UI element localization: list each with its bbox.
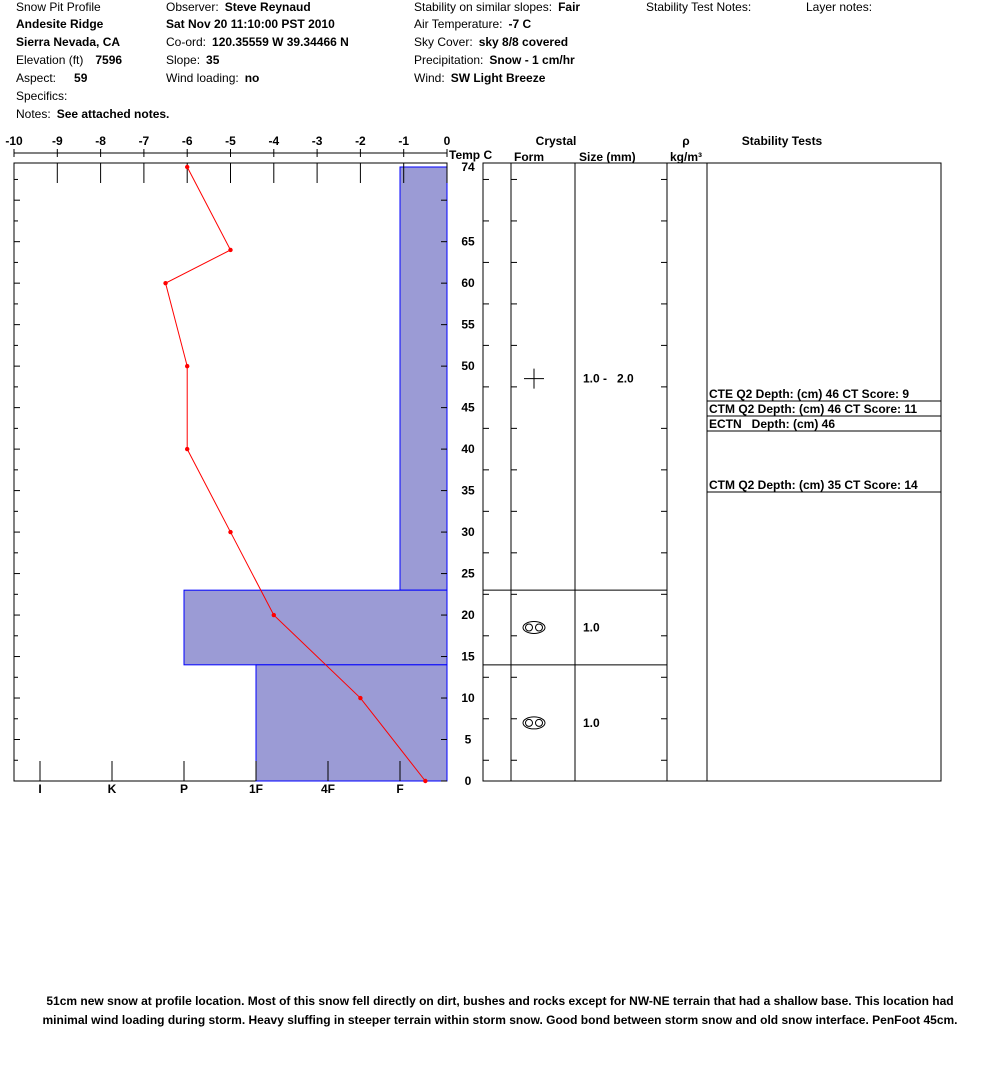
temperature-point — [358, 696, 362, 700]
datetime: Sat Nov 20 11:10:00 PST 2010 — [166, 17, 335, 31]
elevation-value: 7596 — [95, 53, 123, 67]
rounded-grain-icon — [523, 717, 545, 729]
footer-line-1: 51cm new snow at profile location. Most of this snow fell directly on dirt, bushes and rocks except for NW-NE terrain that had a shallow base. This location had — [46, 994, 954, 1008]
depth-tick-label: 65 — [461, 234, 475, 249]
elevation-label: Elevation (ft) — [16, 53, 84, 67]
footer-line-2: minimal wind loading during storm. Heavy sluffing in steeper terrain within storm snow. Good bond between storm snow and old snow interface. PenFoot 45cm. — [42, 1013, 958, 1027]
temp-tick-label: -5 — [225, 134, 236, 148]
depth-tick-label: 30 — [461, 525, 475, 540]
temp-tick-label: -3 — [311, 134, 323, 148]
region: Sierra Nevada, CA — [16, 35, 121, 49]
precip-value: Snow - 1 cm/hr — [489, 53, 575, 67]
temperature-point — [163, 281, 167, 285]
depth-tick-label: 10 — [461, 691, 475, 706]
rounded-grain-icon — [526, 719, 533, 726]
stability-tests-header: Stability Tests — [741, 134, 823, 148]
temp-tick-label: -2 — [355, 134, 366, 148]
depth-tick-label: 50 — [461, 359, 475, 374]
wind-label: Wind: — [414, 71, 445, 85]
form-header: Form — [514, 150, 544, 164]
temperature-point — [228, 530, 232, 534]
aspect-label: Aspect: — [16, 71, 57, 85]
depth-tick-label: 0 — [464, 774, 472, 788]
temperature-point — [423, 779, 427, 783]
temp-axis-ticks — [5, 134, 450, 183]
temp-tick-label: -4 — [268, 134, 280, 148]
hardness-layer-bar — [256, 665, 447, 781]
stability-test-label: CTM Q2 Depth: (cm) 35 CT Score: 14 — [709, 478, 918, 492]
hardness-tick-label: 4F — [320, 782, 336, 796]
depth-tick-label: 15 — [461, 649, 475, 664]
aspect-value: 59 — [74, 71, 88, 85]
temperature-point — [228, 248, 232, 252]
depth-tick-label: 5 — [464, 732, 472, 747]
stability-label: Stability on similar slopes: — [414, 0, 553, 14]
depth-tick-label: 20 — [461, 608, 475, 623]
depth-tick-label: 40 — [461, 442, 475, 457]
depth-tick-label: 74 — [461, 160, 475, 174]
depth-tick-label: 60 — [461, 276, 475, 291]
notes-label: Notes: — [16, 107, 51, 121]
layer-notes-label: Layer notes: — [806, 0, 873, 14]
temp-tick-label: -6 — [181, 134, 193, 148]
hardness-layer-bar — [184, 590, 447, 665]
temp-tick-label: -9 — [51, 134, 63, 148]
rounded-grain-icon — [536, 624, 543, 631]
crystal-size-label: 1.0 — [583, 715, 600, 730]
air-temp-value: -7 C — [508, 17, 532, 31]
crystal-size-label: 1.0 — [583, 620, 600, 635]
temperature-point — [185, 364, 189, 368]
temp-tick-label: -8 — [95, 134, 106, 148]
crystal-header: Crystal — [535, 134, 577, 148]
stability-test-label: CTE Q2 Depth: (cm) 46 CT Score: 9 — [709, 387, 910, 401]
stability-value: Fair — [558, 0, 581, 14]
rho-header: ρ — [682, 134, 690, 148]
depth-tick-label: 45 — [461, 400, 475, 415]
temp-axis-label: Temp C — [449, 148, 493, 162]
hardness-tick-label: P — [179, 782, 189, 796]
wind-loading-label: Wind loading: — [166, 71, 239, 85]
precip-label: Precipitation: — [414, 53, 484, 67]
coord-label: Co-ord: — [166, 35, 207, 49]
hardness-layer-bar — [400, 167, 447, 590]
slope-value: 35 — [206, 53, 220, 67]
page-title: Snow Pit Profile — [16, 0, 101, 14]
stability-test-label: CTM Q2 Depth: (cm) 46 CT Score: 11 — [709, 402, 918, 416]
slope-label: Slope: — [166, 53, 201, 67]
size-header: Size (mm) — [579, 150, 636, 164]
footer-notes — [20, 992, 980, 1030]
sky-label: Sky Cover: — [414, 35, 473, 49]
hardness-tick-label: K — [107, 782, 117, 796]
stability-test-notes-label: Stability Test Notes: — [646, 0, 752, 14]
sky-value: sky 8/8 covered — [478, 35, 569, 49]
rounded-grain-icon — [526, 624, 533, 631]
depth-tick-label: 35 — [461, 483, 475, 498]
layer-table-frame — [483, 163, 941, 781]
temp-tick-label: -10 — [5, 134, 23, 148]
coord-value: 120.35559 W 39.34466 N — [212, 35, 349, 49]
depth-tick-label: 25 — [461, 566, 475, 581]
rounded-grain-icon — [523, 622, 545, 634]
density-unit-header: kg/m³ — [669, 150, 703, 164]
temp-tick-label: -7 — [138, 134, 150, 148]
specifics-label: Specifics: — [16, 89, 68, 103]
temperature-point — [185, 165, 189, 169]
wind-value: SW Light Breeze — [450, 71, 546, 85]
hardness-layers — [184, 167, 447, 781]
temp-tick-label: -1 — [398, 134, 410, 148]
crystal-size-label: 1.0 - 2.0 — [583, 371, 634, 386]
location-name: Andesite Ridge — [16, 17, 104, 31]
air-temp-label: Air Temperature: — [414, 17, 503, 31]
temperature-point — [185, 447, 189, 451]
hardness-tick-label: F — [396, 782, 404, 796]
hardness-tick-label: I — [38, 782, 42, 796]
hardness-tick-label: 1F — [248, 782, 264, 796]
stability-test-label: ECTN Depth: (cm) 46 — [709, 417, 836, 431]
depth-tick-label: 55 — [461, 317, 475, 332]
temp-tick-label: 0 — [443, 134, 451, 148]
wind-loading-value: no — [244, 71, 260, 85]
temperature-point — [272, 613, 276, 617]
observer-value: Steve Reynaud — [224, 0, 311, 14]
observer-label: Observer: — [166, 0, 219, 14]
notes-value: See attached notes. — [56, 107, 170, 121]
rounded-grain-icon — [536, 719, 543, 726]
stability-test-entries — [707, 387, 941, 492]
